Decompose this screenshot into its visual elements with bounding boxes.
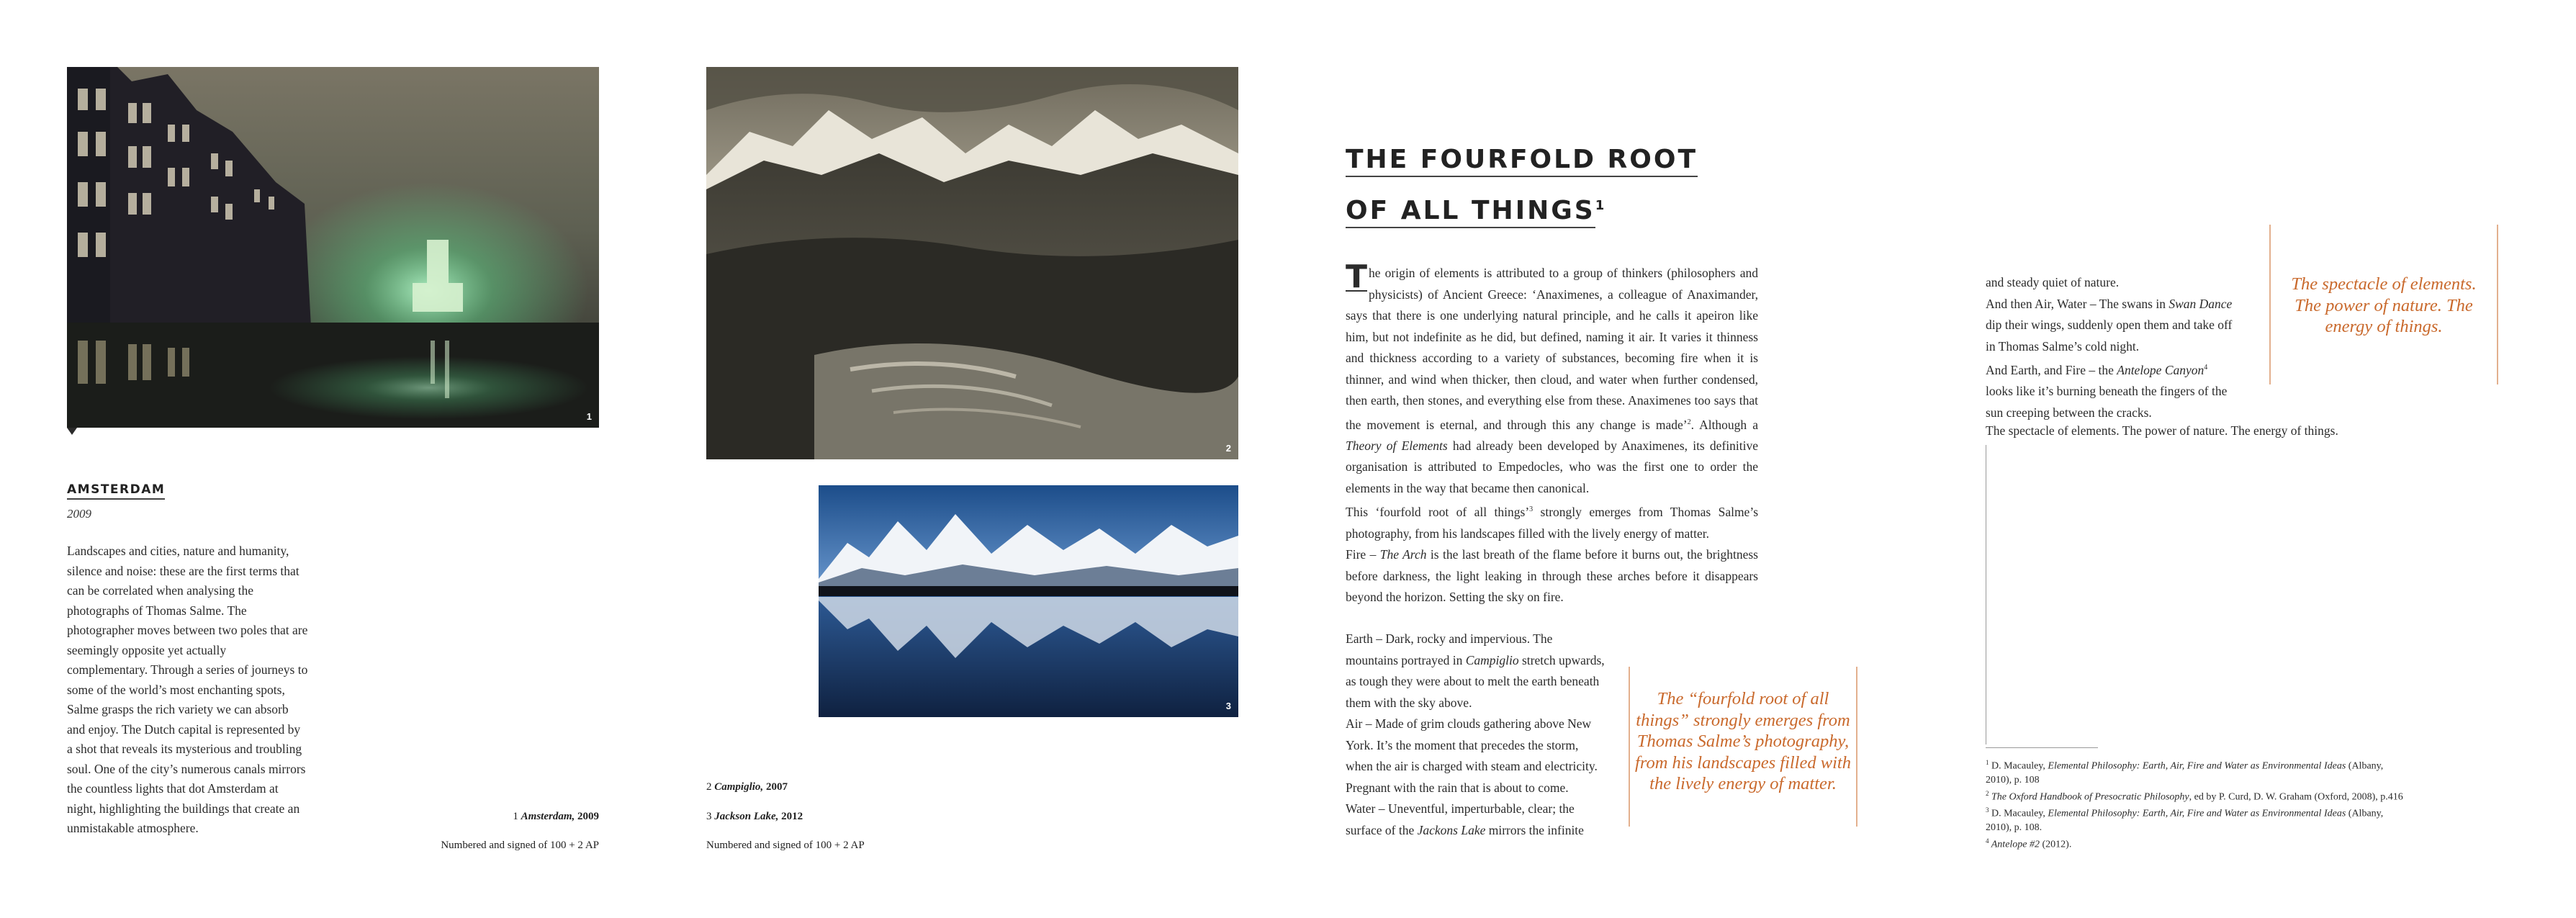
- essay-column-main: [1346, 258, 1758, 608]
- essay-paragraph-2: This ‘fourfold root of all things’$^3$ strongly emerges from Thomas Salme’s photography, from his landscapes filled with the lively energy of matter.: [1346, 505, 1758, 541]
- essay-title: [1346, 137, 1698, 234]
- essay-column-lower: [1346, 629, 1605, 841]
- caption-title: Amsterdam,: [521, 811, 575, 822]
- amsterdam-paragraph: Landscapes and cities, nature and humanity, silence and noise: these are the first terms that can be correlated when analysing the photographs of Thomas Salme. The photographer moves between two poles that are seemingly opposite yet actually complementary. Through a series of journeys to some of the world’s most enchanting spots, Salme grasps the rich variety we can absorb and enjoy. The Dutch capital is represented by a shot that reveals its mysterious and troubling soul. One of the city’s numerous canals mirrors the countless lights that dot Amsterdam at night, highlighting the buildings that create an unmistakable atmosphere.: [67, 544, 308, 835]
- jackson-lake-caption: [706, 809, 803, 824]
- essay-paragraph-5: Air – Made of grim clouds gathering above New York. It’s the moment that precedes the storm, when the air is charged with steam and electricity. Pregnant with the rain that is about to come.: [1346, 716, 1598, 795]
- page4-text: [1986, 272, 2234, 423]
- photo-number: 2: [1225, 443, 1231, 454]
- page4-closing-line: The spectacle of elements. The power of nature. The energy of things.: [1986, 423, 2338, 438]
- amsterdam-photo: [67, 67, 599, 428]
- essay-title-line-2: OF ALL THINGS$^1$: [1346, 183, 1698, 234]
- campiglio-edition-note: Numbered and signed of 100 + 2 AP: [706, 840, 865, 851]
- drop-cap: T: [1346, 258, 1368, 295]
- footnote-rule: [1986, 747, 2098, 748]
- caption-title: Campiglio,: [714, 781, 764, 793]
- pull-quote-spectacle: The spectacle of elements. The power of nature. The energy of things.: [2269, 225, 2498, 384]
- footnote-2: $^2$ The Oxford Handbook of Presocratic Philosophy, ed by P. Curd, D. W. Graham (Oxford, 2008), p.416: [1986, 789, 2403, 803]
- section-year: 2009: [67, 507, 91, 521]
- caption-year: 2007: [765, 781, 788, 793]
- photo-number: 1: [586, 411, 592, 422]
- footnote-3: $^3$ D. Macauley, Elemental Philosophy: Earth, Air, Fire and Water as Environmental Ideas (Albany, 2010), p. 108.: [1986, 806, 2384, 833]
- amsterdam-title: AMSTERDAM: [67, 482, 165, 500]
- campiglio-photo: [706, 67, 1238, 459]
- footnote-1: $^1$ D. Macauley, Elemental Philosophy: Earth, Air, Fire and Water as Environmental Ideas (Albany, 2010), p. 108: [1986, 759, 2384, 786]
- essay-paragraph-6: Water – Uneventful, imperturbable, clear; the surface of the Jackons Lake mirrors the infinite: [1346, 801, 1584, 837]
- amsterdam-caption: [454, 809, 599, 824]
- caption-number: 3: [706, 811, 712, 822]
- footnotes: [1986, 756, 2407, 852]
- page4-line-1: and steady quiet of nature.: [1986, 275, 2120, 289]
- footnote-4: $^4$ Antelope #2 (2012).: [1986, 837, 2072, 850]
- amsterdam-edition-note: Numbered and signed of 100 + 2 AP: [441, 840, 599, 851]
- jackson-lake-photo: [819, 485, 1238, 717]
- caption-number: 1: [513, 811, 518, 822]
- campiglio-caption: [706, 780, 788, 794]
- section-title: [67, 482, 165, 497]
- essay-paragraph-4: Earth – Dark, rocky and impervious. The mountains portrayed in Campiglio stretch upwards, as tough they were about to melt the earth beneath them with the sky above.: [1346, 631, 1605, 710]
- essay-paragraph-1: T he origin of elements is attributed to a group of thinkers (philosophers and physicists) of Ancient Greece: ‘Anaximenes, a colleague of Anaximander, says that there is one underlying natural principle, and he calls it apeiron like him, but not indefinite as he did, but defined, naming it air. It varies it thinness and thickness according to a variety of substances, becoming fire when it is thinner, and wind when thicker, then cloud, and water when further condensed, then earth, then stones, and everything else from these. Anaximenes too says that the movement is eternal, and through this any change is made’$^2$. Although a Theory of Elements had already been developed by Anaximenes, its definitive organisation is attributed to Empedocles, who was the first one to order the elements in the way that became then canonical.: [1346, 258, 1758, 495]
- image-marker-icon: [67, 428, 77, 435]
- caption-number: 2: [706, 781, 712, 793]
- page4-line-2: And then Air, Water – The swans in Swan Dance dip their wings, suddenly open them and take off in Thomas Salme’s cold night.: [1986, 296, 2233, 354]
- page4-line-3: And Earth, and Fire – the Antelope Canyon$^4$ looks like it’s burning beneath the fingers of the sun creeping between the cracks.: [1986, 362, 2228, 420]
- caption-year: 2012: [781, 811, 803, 822]
- essay-title-line-1: THE FOURFOLD ROOT: [1346, 137, 1698, 183]
- pull-quote-fourfold: The “fourfold root of all things” strongly emerges from Thomas Salme’s photography, from his landscapes filled with the lively energy of matter.: [1629, 667, 1857, 827]
- essay-paragraph-3: Fire – The Arch is the last breath of the flame before it burns out, the brightness before darkness, the light leaking in through these arches before it disappears beyond the horizon. Setting the sky on fire.: [1346, 547, 1758, 605]
- caption-year: 2009: [577, 811, 599, 822]
- photo-number: 3: [1225, 701, 1231, 711]
- caption-title: Jackson Lake,: [714, 811, 779, 822]
